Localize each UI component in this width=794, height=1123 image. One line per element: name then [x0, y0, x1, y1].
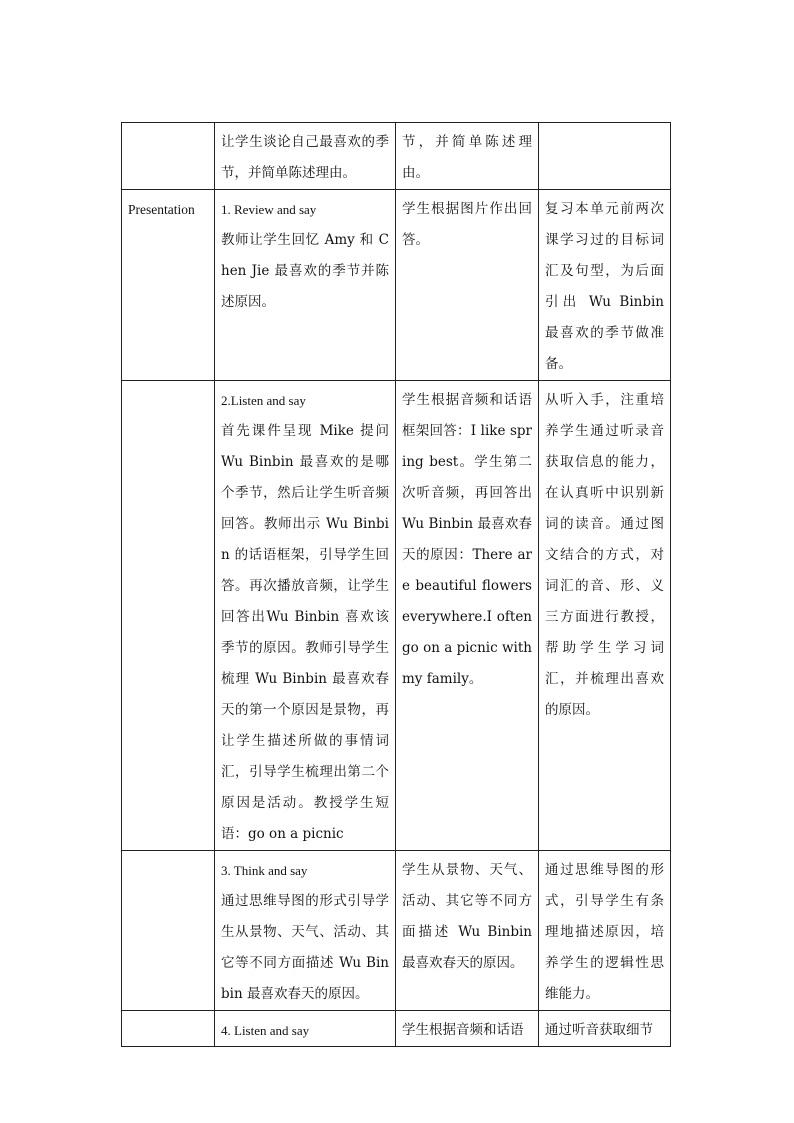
- purpose-cell: [539, 123, 671, 190]
- teacher-activity-text: 首先课件呈现 Mike 提问 Wu Binbin 最喜欢的是哪个季节，然后让学生听音频回答。教师出示 Wu Binbin 的话语框架，引导学生回答。再次播放音频，让学生回答出Wu Binbin 喜欢该季节的原因。教师引导学生梳理 Wu Binbin 最喜欢春天的第一个原因是景物，再让学生描述所做的事情词汇，引导学生梳理出第二个原因是活动。教授学生短语：go on a picnic: [221, 423, 389, 842]
- student-activity-cell: 节，并简单陈述理由。: [396, 123, 539, 190]
- teacher-activity-cell: [215, 190, 396, 381]
- student-activity-cell: 学生从景物、天气、活动、其它等不同方面描述 Wu Binbin 最喜欢春天的原因。: [396, 851, 539, 1011]
- student-activity-cell: 学生根据音频和话语框架回答：I like spring best。学生第二次听音频，再回答出 Wu Binbin 最喜欢春天的原因：There are beautiful flowers everywhere.I often go on a picnic with my family。: [396, 381, 539, 851]
- teacher-activity-cell: [215, 123, 396, 190]
- teacher-activity-text: 通过思维导图的形式引导学生从景物、天气、活动、其它等不同方面描述 Wu Binbin 最喜欢春天的原因。: [221, 893, 389, 1002]
- table-row: [122, 123, 671, 190]
- purpose-cell: 通过思维导图的形式，引导学生有条理地描述原因，培养学生的逻辑性思维能力。: [539, 851, 671, 1011]
- stage-cell: [122, 851, 215, 1011]
- teacher-activity-cell: [215, 1011, 396, 1047]
- stage-cell: [122, 1011, 215, 1047]
- activity-title: 1. Review and say: [221, 202, 317, 217]
- activity-title: 4. Listen and say: [221, 1023, 310, 1038]
- student-activity-cell: 学生根据音频和话语: [396, 1011, 539, 1047]
- stage-cell: [122, 381, 215, 851]
- teacher-activity-cell: [215, 381, 396, 851]
- purpose-cell: 复习本单元前两次课学习过的目标词汇及句型，为后面引出 Wu Binbin 最喜欢的季节做准备。: [539, 190, 671, 381]
- stage-cell: Presentation: [122, 190, 215, 381]
- purpose-cell: 从听入手，注重培养学生通过听录音获取信息的能力，在认真听中识别新词的读音。通过图文结合的方式，对词汇的音、形、义三方面进行教授，帮助学生学习词汇，并梳理出喜欢的原因。: [539, 381, 671, 851]
- activity-title: 3. Think and say: [221, 863, 308, 878]
- stage-cell: [122, 123, 215, 190]
- teacher-activity-text: 让学生谈论自己最喜欢的季节，并简单陈述理由。: [221, 134, 389, 181]
- table-row: [122, 1011, 671, 1047]
- lesson-plan-table: [121, 122, 671, 1047]
- purpose-cell: 通过听音获取细节: [539, 1011, 671, 1047]
- table-row: [122, 851, 671, 1011]
- teacher-activity-cell: [215, 851, 396, 1011]
- activity-title: 2.Listen and say: [221, 393, 306, 408]
- student-activity-cell: 学生根据图片作出回答。: [396, 190, 539, 381]
- teacher-activity-text: 教师让学生回忆 Amy 和 Chen Jie 最喜欢的季节并陈述原因。: [221, 232, 389, 310]
- table-row: [122, 190, 671, 381]
- table-row: [122, 381, 671, 851]
